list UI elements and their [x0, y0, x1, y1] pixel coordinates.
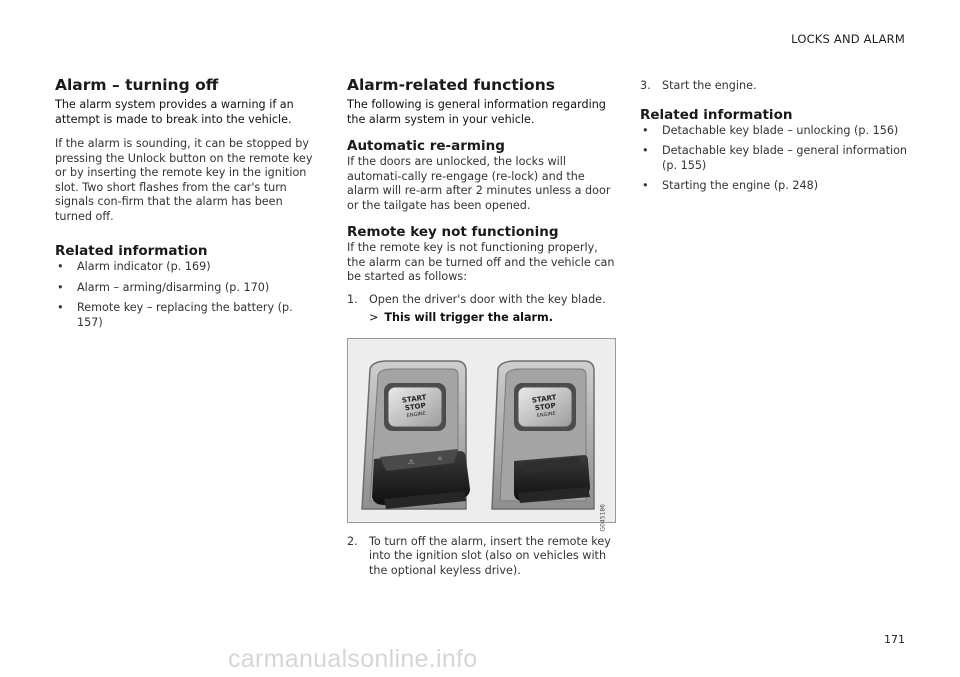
column-continuation — [640, 74, 908, 200]
lead-alarm-turning-off: The alarm system provides a warning if an attempt is made to break into the vehicle. — [55, 98, 294, 126]
heading-automatic-rearming: Automatic re-arming — [347, 138, 505, 154]
body-alarm-turning-off: If the alarm is sounding, it can be stopped by pressing the Unlock button on the remote key or by inserting the remote key in the ignition slot. Two short flashes from the car's turn signals con-firm that the alarm has been turned off. — [55, 137, 313, 223]
body-automatic-rearming: If the doors are unlocked, the locks will automati-cally re-engage (re-lock) and the alarm will re-arm after 2 minutes unless a door or the tailgate has been opened. — [347, 155, 611, 212]
heading-related-information: Related information — [55, 243, 208, 259]
related-list-2 — [640, 124, 908, 194]
steps-list-continued — [347, 535, 615, 579]
button-text-engine: ENGINE — [536, 410, 557, 419]
body-remote-key-not-functioning: If the remote key is not functioning properly, the alarm can be turned off and the vehicle can be started as follows: — [347, 241, 615, 283]
related-link[interactable]: • Detachable key blade – general information (p. 155) — [642, 144, 908, 172]
button-text-start: START — [401, 392, 427, 405]
related-link[interactable]: • Detachable key blade – unlocking (p. 156) — [642, 123, 899, 137]
heading-related-information-2: Related information — [640, 106, 793, 123]
figure-ignition-slots — [347, 338, 616, 532]
step-1-result: > This will trigger the alarm. — [369, 311, 553, 324]
ignition-unit-right — [492, 361, 594, 509]
button-text-engine: ENGINE — [406, 410, 427, 419]
heading-alarm-related-functions: Alarm-related functions — [347, 76, 555, 94]
column-alarm-related-functions — [347, 74, 615, 578]
ignition-illustration — [348, 339, 615, 522]
related-link[interactable]: • Alarm indicator (p. 169) — [57, 260, 211, 273]
related-link[interactable]: • Alarm – arming/disarming (p. 170) — [57, 280, 270, 294]
steps-list — [347, 293, 615, 326]
steps-list-final — [640, 79, 908, 94]
related-link[interactable]: • Remote key – replacing the battery (p. 157) — [57, 301, 293, 329]
lead-alarm-related-functions: The following is general information regarding the alarm system in your vehicle. — [347, 98, 606, 126]
watermark: carmanualsonline.info — [228, 645, 478, 673]
step-3: 3. Start the engine. — [640, 79, 757, 92]
heading-remote-key-not-functioning: Remote key not functioning — [347, 224, 559, 240]
button-text-stop: STOP — [404, 401, 427, 412]
related-link[interactable]: • Starting the engine (p. 248) — [642, 179, 819, 192]
button-text-start: START — [531, 392, 557, 405]
svg-text:⚠: ⚠ — [408, 457, 415, 466]
figure-code: G045186 — [600, 503, 607, 532]
column-alarm-turning-off — [55, 74, 321, 336]
heading-alarm-turning-off: Alarm – turning off — [55, 76, 219, 94]
svg-text:⌂: ⌂ — [438, 454, 442, 462]
ignition-unit-left — [362, 361, 470, 509]
page-number: 171 — [884, 633, 905, 646]
related-list — [55, 260, 321, 330]
step-2: 2. To turn off the alarm, insert the remote key into the ignition slot (also on vehicles with the optional keyless drive). — [347, 534, 611, 577]
section-header: LOCKS AND ALARM — [791, 32, 905, 46]
step-1: 1. Open the driver's door with the key blade. — [347, 292, 606, 306]
button-text-stop: STOP — [534, 401, 557, 412]
